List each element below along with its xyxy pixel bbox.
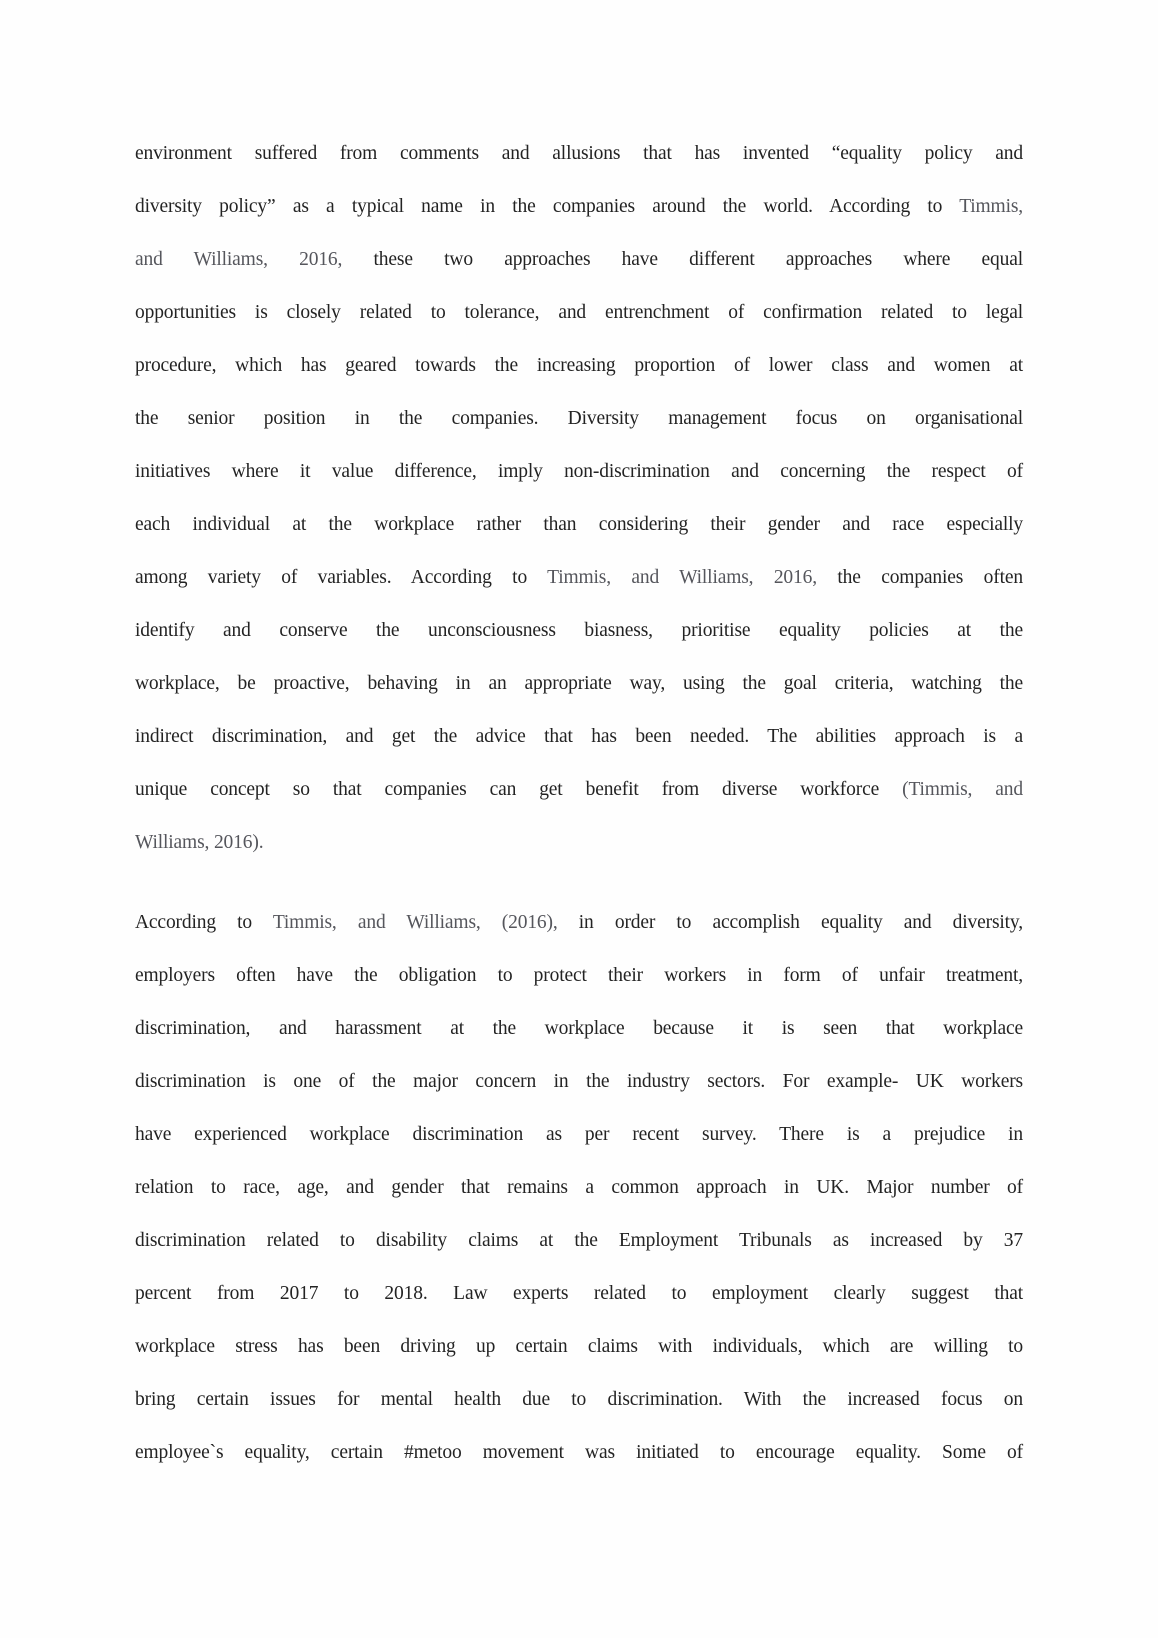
text-line	[135, 949, 1023, 1002]
text-line	[135, 816, 1023, 869]
text-line	[135, 498, 1023, 551]
text-segment: discrimination is one of the major concern in the industry sectors. For example- UK workers	[135, 1071, 1023, 1092]
text-line	[135, 1426, 1023, 1479]
text-line	[135, 286, 1023, 339]
text-segment: among variety of variables. According to	[135, 567, 548, 588]
text-segment: percent from 2017 to 2018. Law experts related to employment clearly suggest that	[135, 1283, 1023, 1304]
text-segment: unique concept so that companies can get benefit from diverse workforce	[135, 779, 903, 800]
text-line	[135, 1214, 1023, 1267]
text-line	[135, 233, 1023, 286]
text-segment: identify and conserve the unconsciousness biasness, prioritise equality policies at the	[135, 620, 1023, 641]
text-line	[135, 1108, 1023, 1161]
text-segment: discrimination related to disability claims at the Employment Tribunals as increased by 37	[135, 1230, 1023, 1251]
text-line	[135, 1373, 1023, 1426]
text-segment: diversity policy” as a typical name in the companies around the world. According to	[135, 196, 960, 217]
text-line	[135, 1002, 1023, 1055]
document-text-block	[135, 127, 1023, 1506]
text-line	[135, 127, 1023, 180]
text-line	[135, 657, 1023, 710]
text-line	[135, 339, 1023, 392]
text-segment: employers often have the obligation to protect their workers in form of unfair treatment,	[135, 965, 1023, 986]
text-segment: these two approaches have different approaches where equal	[342, 249, 1023, 270]
text-segment: discrimination, and harassment at the workplace because it is seen that workplace	[135, 1018, 1023, 1039]
citation-text: (Timmis, and	[902, 779, 1023, 800]
citation-text: and Williams, 2016,	[135, 249, 343, 270]
text-segment: in order to accomplish equality and diversity,	[557, 912, 1023, 933]
text-segment: each individual at the workplace rather than considering their gender and race especially	[135, 514, 1023, 535]
text-segment: initiatives where it value difference, imply non-discrimination and concerning the respect of	[135, 461, 1023, 482]
text-segment: environment suffered from comments and allusions that has invented “equality policy and	[135, 143, 1023, 164]
paragraph	[135, 896, 1023, 1479]
text-segment: indirect discrimination, and get the advice that has been needed. The abilities approach is a	[135, 726, 1023, 747]
text-line	[135, 1267, 1023, 1320]
paragraph	[135, 127, 1023, 869]
citation-text: Timmis, and Williams, 2016,	[547, 567, 817, 588]
text-segment: relation to race, age, and gender that remains a common approach in UK. Major number of	[135, 1177, 1023, 1198]
text-segment: bring certain issues for mental health due to discrimination. With the increased focus on	[135, 1389, 1023, 1410]
citation-text: Timmis, and Williams, (2016),	[272, 912, 558, 933]
text-line	[135, 180, 1023, 233]
text-line	[135, 604, 1023, 657]
text-segment: the companies often	[816, 567, 1023, 588]
text-segment: opportunities is closely related to tolerance, and entrenchment of confirmation related to legal	[135, 302, 1023, 323]
text-line	[135, 896, 1023, 949]
text-line	[135, 551, 1023, 604]
citation-text: Williams, 2016).	[135, 832, 264, 853]
text-line	[135, 392, 1023, 445]
text-segment: According to	[135, 912, 273, 933]
text-segment: procedure, which has geared towards the increasing proportion of lower class and women at	[135, 355, 1023, 376]
text-line	[135, 1320, 1023, 1373]
text-line	[135, 445, 1023, 498]
text-segment: have experienced workplace discrimination as per recent survey. There is a prejudice in	[135, 1124, 1023, 1145]
text-line	[135, 710, 1023, 763]
text-segment: workplace stress has been driving up certain claims with individuals, which are willing to	[135, 1336, 1023, 1357]
text-segment: employee`s equality, certain #metoo movement was initiated to encourage equality. Some of	[135, 1442, 1023, 1463]
text-segment: the senior position in the companies. Diversity management focus on organisational	[135, 408, 1023, 429]
text-line	[135, 763, 1023, 816]
citation-text: Timmis,	[959, 196, 1023, 217]
text-line	[135, 1161, 1023, 1214]
text-segment: workplace, be proactive, behaving in an appropriate way, using the goal criteria, watching the	[135, 673, 1023, 694]
text-line	[135, 1055, 1023, 1108]
